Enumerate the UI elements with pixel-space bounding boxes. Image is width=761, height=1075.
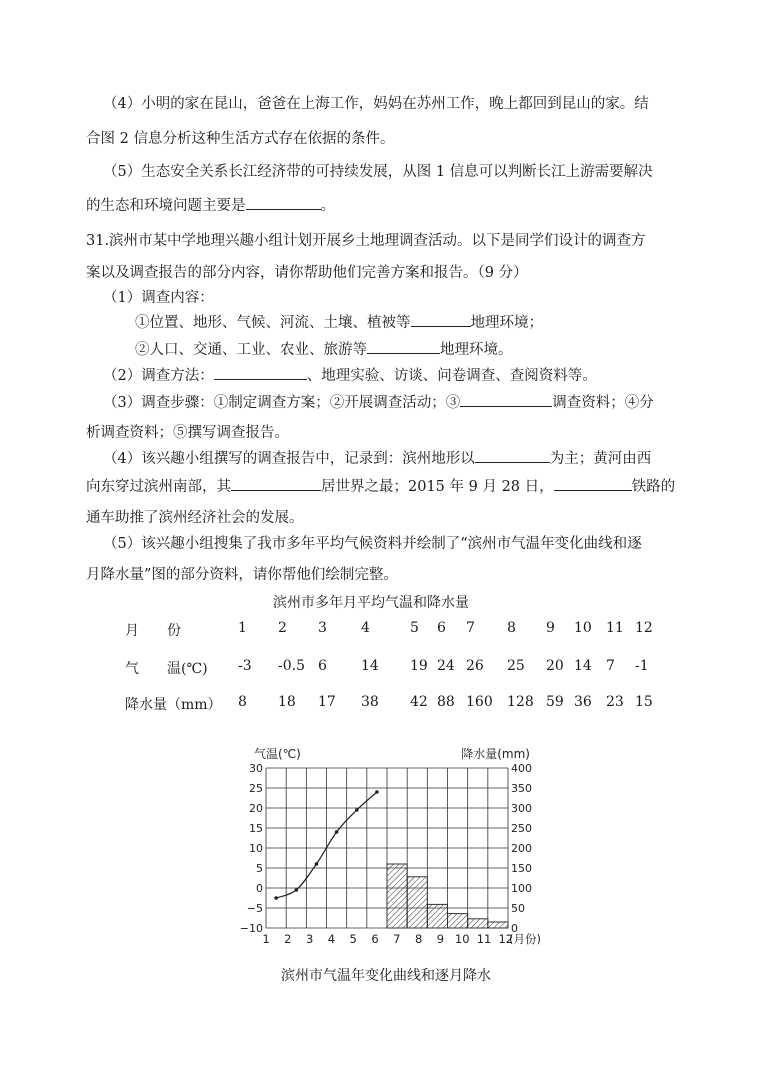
q31-part3-line1 [103,391,654,412]
q31-part1-title: （1）调查内容： [103,290,214,306]
right-axis-tick-label: 150 [511,862,532,875]
left-axis-tick-label: −5 [246,902,263,915]
q31-part3-text: （3）调查步骤：①制定调查方案；②开展调查活动；③ [103,395,461,411]
temperature-cell: 7 [606,658,615,674]
precipitation-cell: 42 [410,694,428,710]
precipitation-bar [407,877,427,928]
precipitation-cell: 88 [437,694,455,710]
x-axis-tick-label: 5 [349,932,357,946]
left-axis-tick-label: −10 [240,922,263,935]
x-axis-tick-label: 7 [393,932,401,946]
q5-line2 [86,194,335,215]
q31-part4-line2-text: 向东穿过滨州南部，其 [86,479,231,495]
x-axis-tick-label: 10 [454,932,470,946]
right-axis-tick-label: 100 [511,882,532,895]
precipitation-bar [448,914,468,928]
temperature-cell: 26 [466,658,484,674]
survey-method-blank[interactable] [214,365,307,380]
month-cell: 4 [361,620,370,636]
precipitation-bar [427,904,447,928]
precipitation-bar [387,864,407,928]
precipitation-cell: 160 [466,694,493,710]
q5-line1: （5）生态安全关系长江经济带的可持续发展，从图 1 信息可以判断长江上游需要解决 [103,164,653,180]
temperature-point [375,790,379,794]
q31-part2-suffix: 、地理实验、访谈、问卷调查、查阅资料等。 [306,368,597,384]
left-axis-label: 气温(℃) [254,747,301,761]
x-axis-tick-label: 1 [262,932,270,946]
precipitation-bar [468,919,488,928]
temperature-cell: -1 [635,658,649,674]
q31-part1-item2 [135,338,513,359]
right-axis-tick-label: 250 [511,822,532,835]
right-axis-tick-label: 200 [511,842,532,855]
precipitation-cell: 8 [238,694,247,710]
x-axis-tick-label: 6 [371,932,379,946]
right-axis-label: 降水量(mm) [461,747,530,761]
temperature-point [274,896,278,900]
temperature-point [315,862,319,866]
month-cell: 3 [318,620,327,636]
climate-chart [240,740,550,955]
x-axis-tick-label: 9 [436,932,445,946]
row-label-month: 月 份 [125,623,181,639]
q31-part1-item1 [135,311,543,332]
table-title: 滨州市多年月平均气温和降水量 [273,595,469,611]
month-cell: 5 [410,620,419,636]
q31-part4-line3: 通车助推了滨州经济社会的发展。 [86,510,304,526]
precipitation-cell: 23 [606,694,624,710]
left-axis-tick-label: 30 [249,762,263,775]
q5-text-b: 。 [320,198,335,214]
q31-part4-line2 [86,475,675,496]
temperature-cell: -3 [238,658,252,674]
q4-line2: 合图 2 信息分析这种生活方式存在依据的条件。 [86,131,395,147]
temperature-cell: 14 [361,658,379,674]
left-axis-tick-label: 25 [249,782,263,795]
q31-part3-line2: 析调查资料；⑤撰写调查报告。 [86,425,289,441]
month-cell: 7 [466,620,475,636]
x-axis-tick-label: 12 [498,932,514,946]
precipitation-cell: 59 [546,694,564,710]
q31-part1-item1-text: ①位置、地形、气候、河流、土壤、植被等 [135,315,411,331]
temperature-cell: 25 [507,658,525,674]
temperature-cell: 19 [410,658,428,674]
month-cell: 2 [278,620,287,636]
month-cell: 9 [546,620,555,636]
left-axis-tick-label: 15 [249,822,263,835]
left-axis-tick-label: 20 [249,802,263,815]
right-axis-tick-label: 350 [511,782,532,795]
terrain-blank[interactable] [475,448,550,463]
precipitation-bar [488,922,508,928]
human-environment-blank[interactable] [367,339,440,354]
q31-intro-line1: 31.滨州市某中学地理兴趣小组计划开展乡土地理调查活动。以下是同学们设计的调查方 [86,233,646,249]
precipitation-cell: 128 [507,694,534,710]
q31-intro-line2: 案以及调查报告的部分内容，请你帮助他们完善方案和报告。（9 分） [86,265,528,281]
q5-text-a: 的生态和环境问题主要是 [86,198,246,214]
q31-part1-item2-suffix: 地理环境。 [440,342,513,358]
q31-part4-text: （4）该兴趣小组撰写的调查报告中，记录到：滨州地形以 [103,451,475,467]
right-axis-tick-label: 400 [511,762,532,775]
month-cell: 8 [507,620,516,636]
q31-part5-line1: （5）该兴趣小组搜集了我市多年平均气候资料并绘制了“滨州市气温年变化曲线和逐 [103,536,642,552]
q31-part5-line2: 月降水量”图的部分资料，请你帮他们绘制完整。 [86,567,398,583]
q4-line1: （4）小明的家在昆山，爸爸在上海工作，妈妈在苏州工作，晚上都回到昆山的家。结 [103,96,649,112]
yellow-river-feature-blank[interactable] [231,476,321,491]
q31-part3-suffix: 调查资料；④分 [552,395,654,411]
x-axis-tick-label: 4 [327,932,336,946]
left-axis-tick-label: 0 [256,882,263,895]
month-cell: 10 [574,620,592,636]
left-axis-tick-label: 5 [256,862,263,875]
temperature-point [355,808,359,812]
month-cell: 11 [606,620,624,636]
month-cell: 6 [437,620,446,636]
x-axis-tick-label: 2 [284,932,292,946]
precipitation-cell: 38 [361,694,379,710]
month-cell: 12 [635,620,653,636]
q31-part4-line2-suffix: 铁路的 [631,479,676,495]
q31-part4-line2-mid: 居世界之最；2015 年 9 月 28 日， [321,479,554,495]
q31-part1-item1-suffix: 地理环境； [470,315,543,331]
chart-caption: 滨州市气温年变化曲线和逐月降水 [281,968,491,984]
q31-part4-suffix: 为主；黄河由西 [549,451,652,467]
temperature-cell: 24 [437,658,455,674]
temperature-cell: 14 [574,658,592,674]
temperature-cell: -0.5 [278,658,305,674]
survey-step-blank[interactable] [460,392,552,407]
row-label-temperature: 气 温(℃) [125,661,208,677]
right-axis-tick-label: 50 [511,902,525,915]
temperature-cell: 20 [546,658,564,674]
precipitation-cell: 17 [318,694,336,710]
x-axis-tick-label: 3 [305,932,314,946]
railway-name-blank[interactable] [554,476,632,491]
q31-part4-line1 [103,447,651,468]
row-label-precipitation: 降水量（mm） [125,697,222,713]
right-axis-tick-label: 0 [511,922,518,935]
precipitation-cell: 36 [574,694,592,710]
precipitation-cell: 15 [635,694,653,710]
x-axis-tick-label: 11 [476,932,492,946]
left-axis-tick-label: 10 [249,842,263,855]
precipitation-cell: 18 [278,694,296,710]
q31-part1-item2-text: ②人口、交通、工业、农业、旅游等 [135,342,367,358]
right-axis-tick-label: 300 [511,802,532,815]
x-axis-tick-label: 8 [414,932,423,946]
q5-answer-blank[interactable] [246,195,321,210]
temperature-point [335,830,339,834]
natural-environment-blank[interactable] [411,312,471,327]
temperature-point [294,888,298,892]
temperature-cell: 6 [318,658,327,674]
month-cell: 1 [238,620,247,636]
q31-part2-text: （2）调查方法： [103,368,214,384]
x-axis-unit-label: (月份) [509,932,541,946]
q31-part2 [103,364,597,385]
